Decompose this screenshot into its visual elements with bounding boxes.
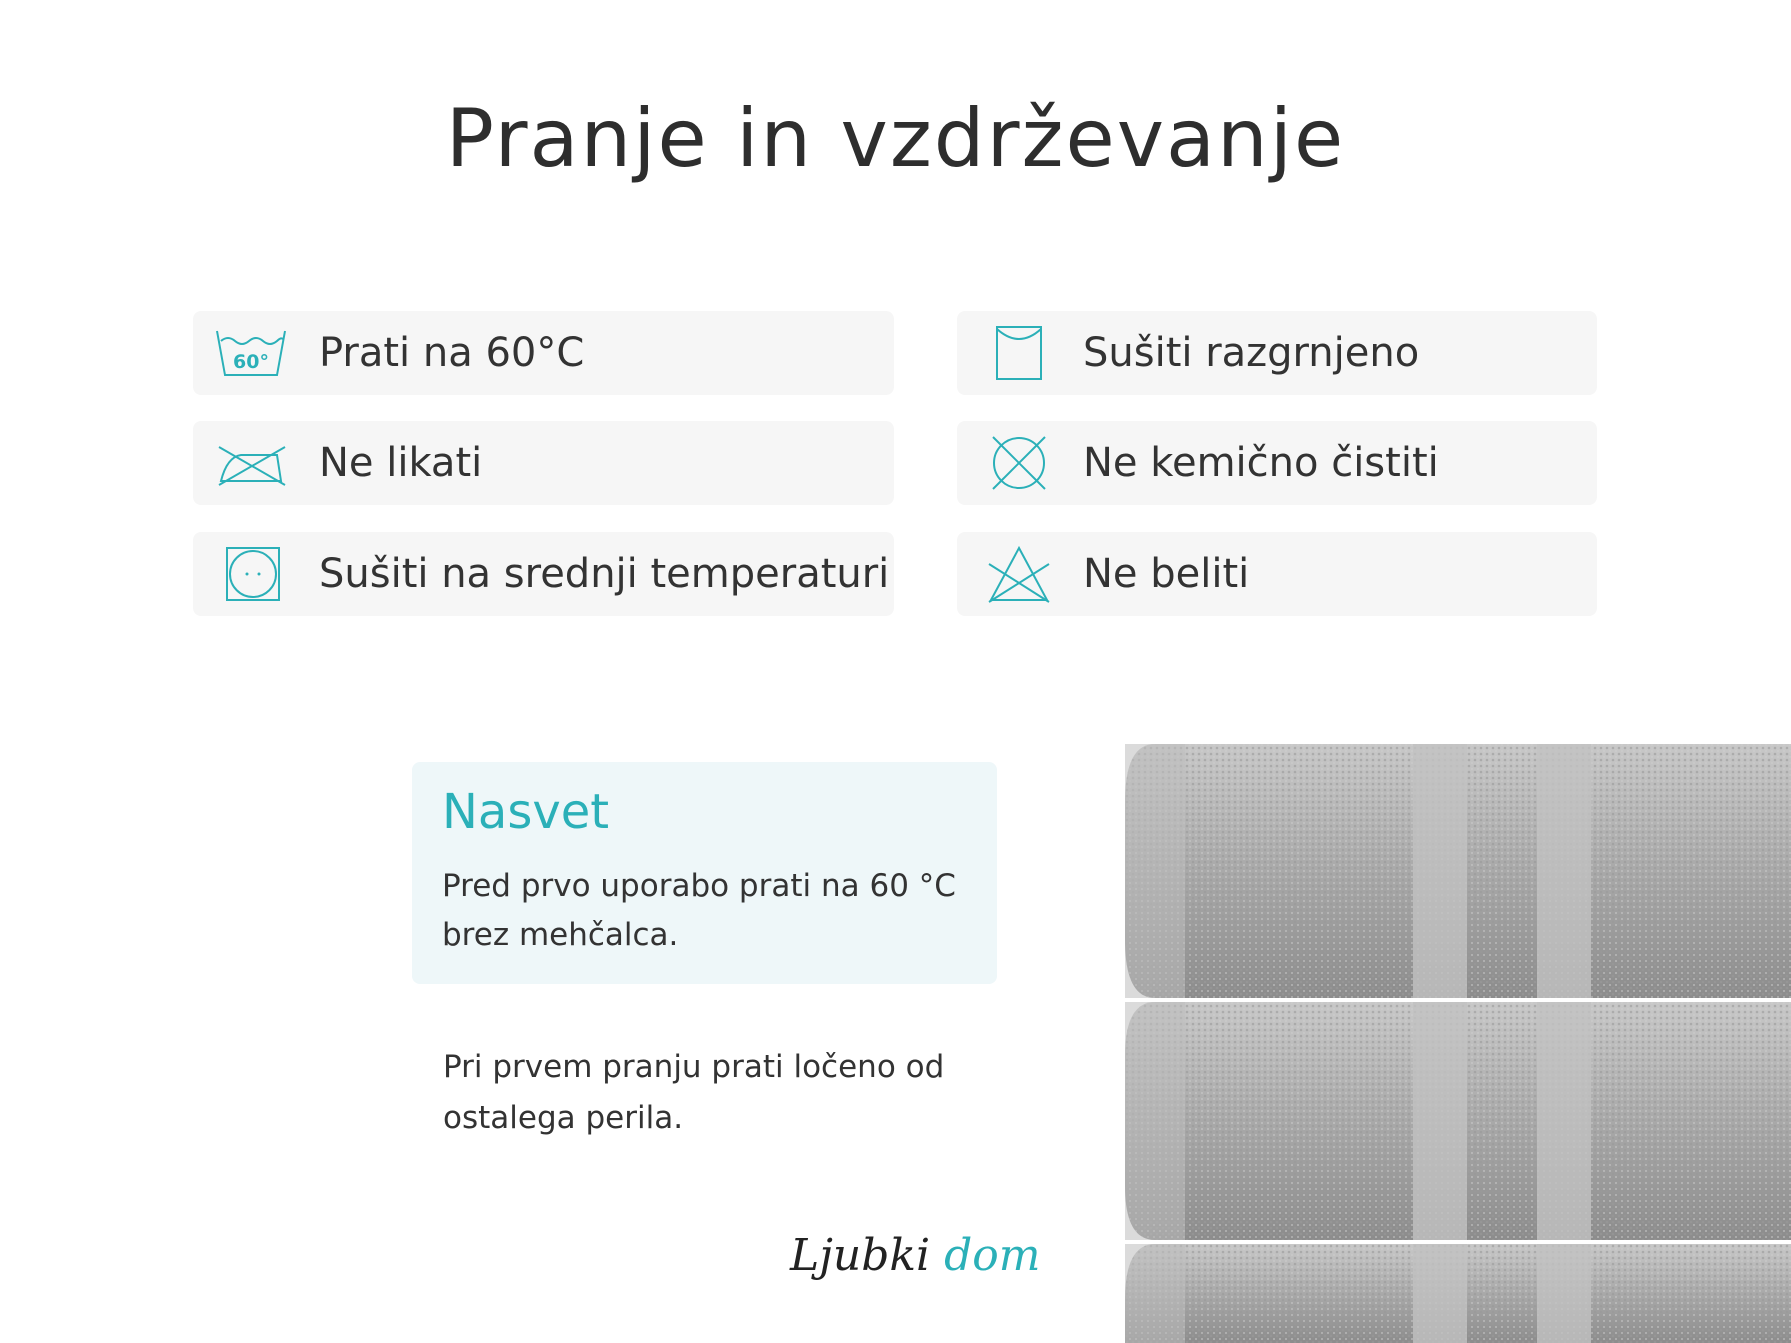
tip-title: Nasvet bbox=[442, 784, 610, 840]
towel-bottom bbox=[1125, 1244, 1791, 1343]
wash-note: Pri prvem pranju prati ločeno od ostalega perila. bbox=[443, 1049, 945, 1136]
wash-60-icon bbox=[215, 323, 287, 383]
care-item-tumble-dry-medium bbox=[193, 532, 894, 616]
care-label-tumble-dry-medium: Sušiti na srednji temperaturi bbox=[319, 551, 890, 597]
no-dry-clean-icon bbox=[979, 433, 1051, 493]
dry-flat-icon bbox=[979, 323, 1051, 383]
care-label-no-dry-clean: Ne kemično čistiti bbox=[1083, 440, 1439, 486]
brand-logo-part1: Ljubki bbox=[790, 1230, 931, 1281]
care-label-no-iron: Ne likati bbox=[319, 440, 483, 486]
no-iron-icon bbox=[215, 433, 287, 493]
care-item-wash-60 bbox=[193, 311, 894, 395]
care-item-no-dry-clean bbox=[957, 421, 1597, 505]
care-label-dry-flat: Sušiti razgrnjeno bbox=[1083, 330, 1420, 376]
care-label-no-bleach: Ne beliti bbox=[1083, 551, 1250, 597]
towel-top bbox=[1125, 744, 1791, 998]
page-title: Pranje in vzdrževanje bbox=[445, 92, 1346, 185]
towel-middle bbox=[1125, 1002, 1791, 1240]
care-item-dry-flat bbox=[957, 311, 1597, 395]
tip-text: Pred prvo uporabo prati na 60 °C brez mehčalca. bbox=[442, 868, 956, 953]
brand-logo bbox=[790, 1230, 1041, 1281]
tumble-dry-medium-icon bbox=[215, 544, 287, 604]
care-label-wash-60: Prati na 60°C bbox=[319, 330, 585, 376]
care-item-no-iron bbox=[193, 421, 894, 505]
care-item-no-bleach bbox=[957, 532, 1597, 616]
no-bleach-icon bbox=[979, 544, 1051, 604]
tip-box bbox=[412, 762, 997, 984]
towels-image bbox=[1125, 740, 1791, 1343]
brand-logo-part2: dom bbox=[944, 1230, 1041, 1281]
wash-60-icon-text: 60° bbox=[233, 351, 269, 373]
